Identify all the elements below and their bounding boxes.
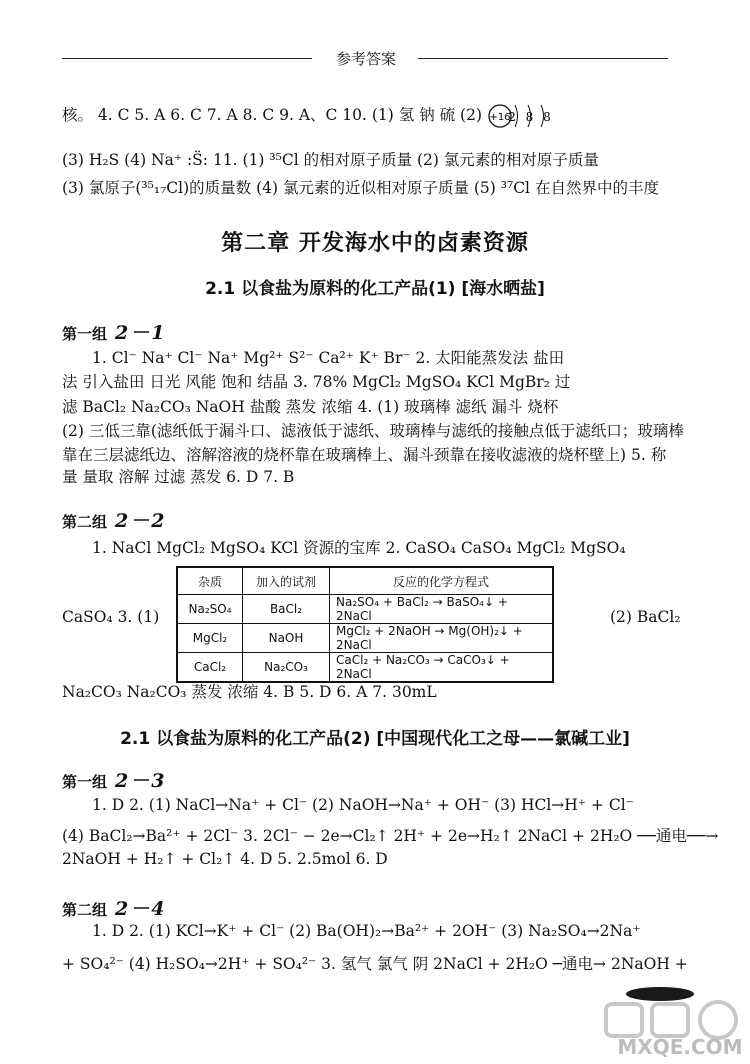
table-row xyxy=(177,624,553,653)
table-header-cell: 加入的试剂 xyxy=(243,567,330,595)
answer-line: 滤 BaCl₂ Na₂CO₃ NaOH 盐酸 蒸发 浓缩 4. (1) 玻璃棒 滤纸 漏斗 烧杯 xyxy=(62,398,559,416)
answer-line: 2NaOH + H₂↑ + Cl₂↑ 4. D 5. 2.5mol 6. D xyxy=(62,850,388,868)
table-header-cell: 反应的化学方程式 xyxy=(330,567,554,595)
answer-line: 1. D 2. (1) KCl→K⁺ + Cl⁻ (2) Ba(OH)₂→Ba²⁺ + 2OH⁻ (3) Na₂SO₄→2Na⁺ xyxy=(92,922,641,940)
header-rule-right xyxy=(418,58,668,59)
table-cell: MgCl₂ + 2NaOH → Mg(OH)₂↓ + 2NaCl xyxy=(330,624,554,653)
header-rule-left xyxy=(62,58,312,59)
table-header-cell: 杂质 xyxy=(177,567,243,595)
atom-structure-diagram xyxy=(487,102,557,130)
answer-line: 靠在三层滤纸边、溶解溶液的烧杯靠在玻璃棒上、漏斗颈靠在接收滤液的烧杯壁上) 5. 称 xyxy=(62,446,667,464)
group-label: 第二组 xyxy=(62,901,108,919)
atom-shells: 2 8 8 xyxy=(508,110,554,124)
atom-diagram-icon xyxy=(487,102,557,130)
section-title: 2.1 以食盐为原料的化工产品(2) [中国现代化工之母——氯碱工业] xyxy=(120,729,630,749)
answer-line: (4) BaCl₂→Ba²⁺ + 2Cl⁻ 3. 2Cl⁻ − 2e→Cl₂↑ 2H⁺ + 2e→H₂↑ 2NaCl + 2H₂O ──通电──→ xyxy=(62,827,719,845)
answer-line: (3) 氯原子(³⁵₁₇Cl)的质量数 (4) 氯元素的近似相对原子质量 (5) ³⁷Cl 在自然界中的丰度 xyxy=(62,179,659,197)
watermark-text: MXQE.COM xyxy=(617,1035,743,1058)
answer-line: 1. NaCl MgCl₂ MgSO₄ KCl 资源的宝库 2. CaSO₄ CaSO₄ MgCl₂ MgSO₄ xyxy=(92,539,626,557)
table-cell: BaCl₂ xyxy=(243,595,330,624)
answer-text: 核。 4. C 5. A 6. C 7. A 8. C 9. A、C 10. (1) 氢 钠 硫 (2) xyxy=(62,106,482,124)
group-heading xyxy=(62,766,166,793)
table-cell: Na₂SO₄ + BaCl₂ → BaSO₄↓ + 2NaCl xyxy=(330,595,554,624)
page-header xyxy=(0,40,750,76)
answer-line: Na₂CO₃ Na₂CO₃ 蒸发 浓缩 4. B 5. D 6. A 7. 30mL xyxy=(62,683,437,701)
answer-line: (2) 三低三靠(滤纸低于漏斗口、滤液低于滤纸、玻璃棒与滤纸的接触点低于滤纸口；玻璃棒 xyxy=(62,422,684,440)
answer-line: + SO₄²⁻ (4) H₂SO₄→2H⁺ + SO₄²⁻ 3. 氢气 氯气 阴 2NaCl + 2H₂O ─通电→ 2NaOH + xyxy=(62,955,688,973)
table-cell: NaOH xyxy=(243,624,330,653)
table-cell: MgCl₂ xyxy=(177,624,243,653)
group-label: 第一组 xyxy=(62,773,108,791)
section-title: 2.1 以食盐为原料的化工产品(1) [海水晒盐] xyxy=(205,279,545,299)
reagent-table xyxy=(176,566,554,683)
group-label: 第一组 xyxy=(62,325,108,343)
site-watermark xyxy=(548,978,748,1058)
group-code: 2－2 xyxy=(115,510,167,532)
answer-line: 1. D 2. (1) NaCl→Na⁺ + Cl⁻ (2) NaOH→Na⁺ + OH⁻ (3) HCl→H⁺ + Cl⁻ xyxy=(92,796,634,814)
group-heading xyxy=(62,318,166,345)
answer-line: (3) H₂S (4) Na⁺ :S̈: 11. (1) ³⁵Cl 的相对原子质量 (2) 氯元素的相对原子质量 xyxy=(62,151,599,169)
group-heading xyxy=(62,506,166,533)
answer-line xyxy=(62,102,557,130)
atom-nucleus: +16 xyxy=(489,112,511,123)
group-label: 第二组 xyxy=(62,513,108,531)
table-row xyxy=(177,653,553,683)
table-cell: CaCl₂ xyxy=(177,653,243,683)
group-code: 2－4 xyxy=(115,898,167,920)
chapter-title: 第二章 开发海水中的卤素资源 xyxy=(221,231,529,256)
table-cell: Na₂CO₃ xyxy=(243,653,330,683)
table-prefix: CaSO₄ 3. (1) xyxy=(62,608,160,626)
table-cell: CaCl₂ + Na₂CO₃ → CaCO₃↓ + 2NaCl xyxy=(330,653,554,683)
table-cell: Na₂SO₄ xyxy=(177,595,243,624)
group-code: 2－3 xyxy=(115,770,167,792)
table-row xyxy=(177,595,553,624)
group-code: 2－1 xyxy=(115,322,167,344)
group-heading xyxy=(62,894,166,921)
table-header-row xyxy=(177,567,553,595)
answer-line: 1. Cl⁻ Na⁺ Cl⁻ Na⁺ Mg²⁺ S²⁻ Ca²⁺ K⁺ Br⁻ 2. 太阳能蒸发法 盐田 xyxy=(92,349,565,367)
answer-line: 量 量取 溶解 过滤 蒸发 6. D 7. B xyxy=(62,468,295,486)
answer-line: 法 引入盐田 日光 风能 饱和 结晶 3. 78% MgCl₂ MgSO₄ KCl MgBr₂ 过 xyxy=(62,373,571,391)
table-suffix: (2) BaCl₂ xyxy=(610,608,681,626)
header-title: 参考答案 xyxy=(335,50,396,68)
watermark-logo-icon xyxy=(548,978,748,1058)
